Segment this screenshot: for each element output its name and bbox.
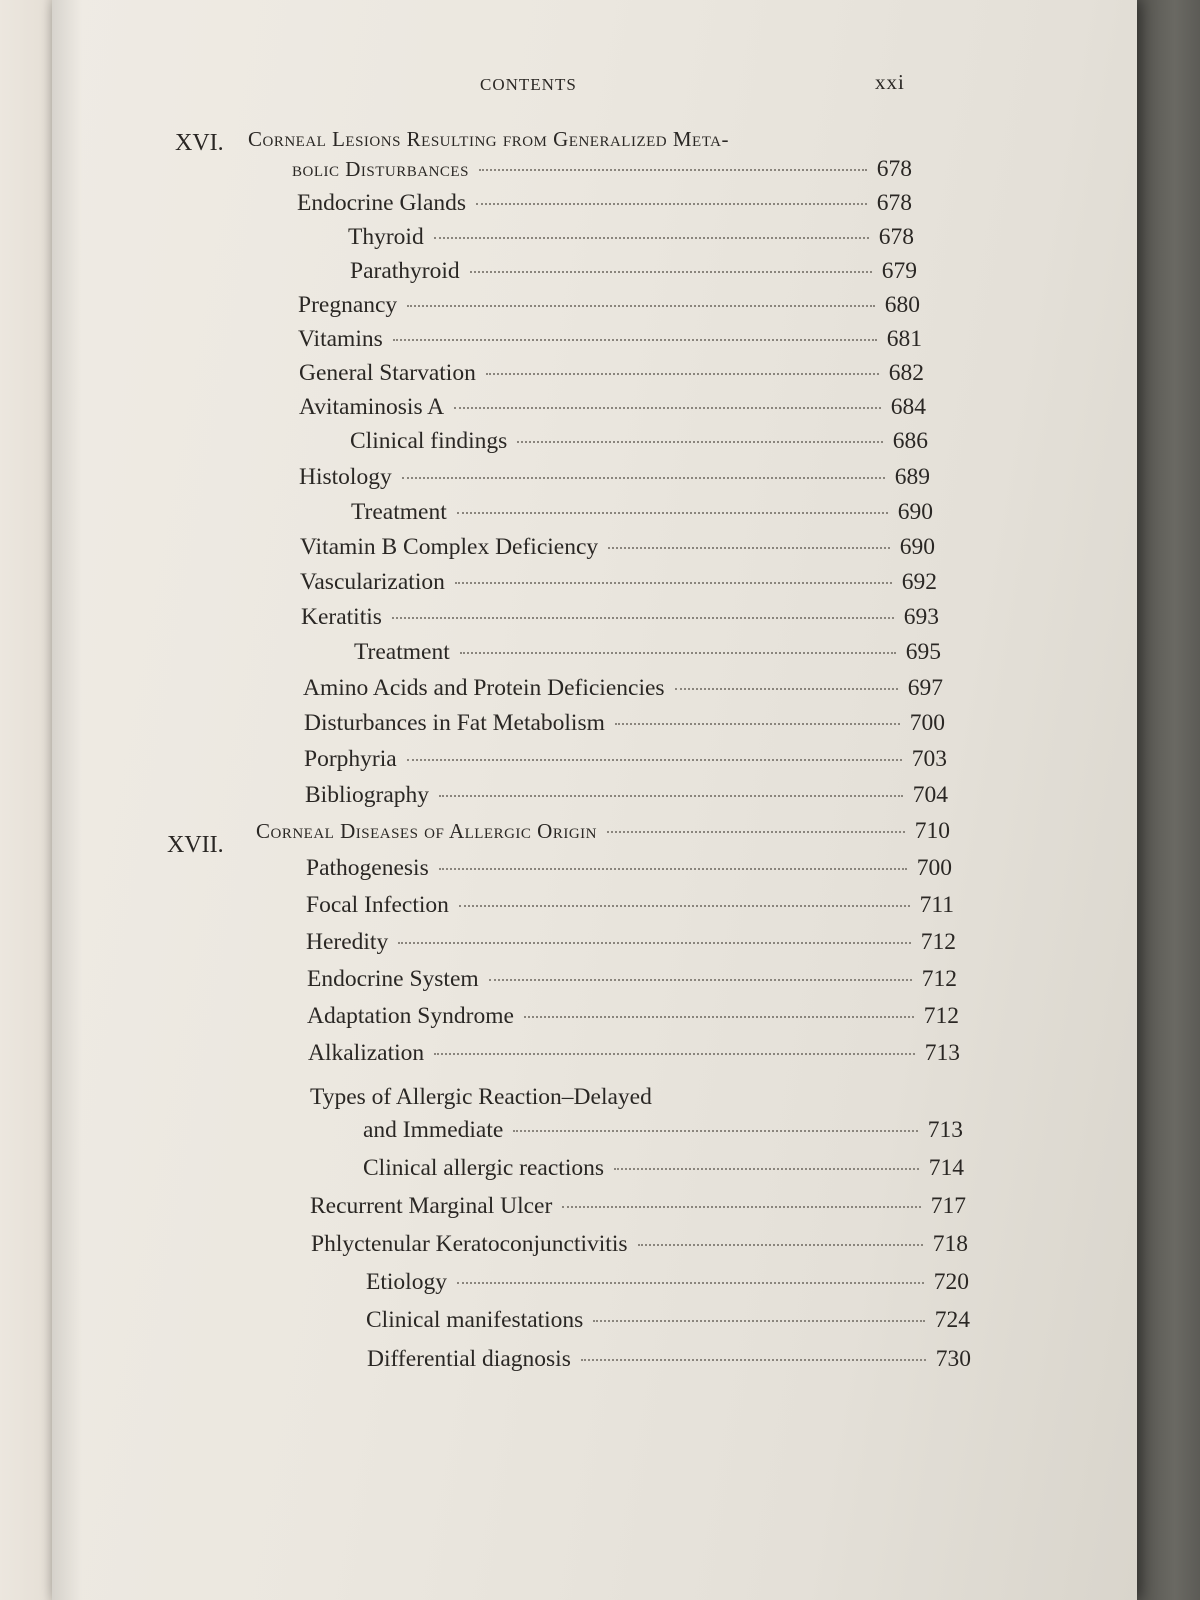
toc-entry[interactable]: Disturbances in Fat Metabolism 700 [304,710,945,736]
toc-entry[interactable]: Endocrine Glands 678 [297,190,912,216]
toc-entry[interactable]: Endocrine System 712 [307,966,957,992]
binding-shadow [52,0,82,1600]
toc-entry[interactable]: Differential diagnosis 730 [367,1346,971,1372]
toc-entry[interactable]: Heredity 712 [306,929,956,955]
toc-entry[interactable]: Vitamins 681 [298,326,922,352]
toc-entry[interactable]: Histology 689 [299,464,930,490]
toc-entry[interactable]: Clinical allergic reactions 714 [363,1155,964,1181]
toc-entry[interactable]: bolic Disturbances 678 [292,156,912,182]
toc-entry[interactable]: Recurrent Marginal Ulcer 717 [310,1193,966,1219]
chapter-numeral: XVI. [175,130,224,156]
toc-entry[interactable]: Clinical findings 686 [350,428,928,454]
toc-entry[interactable]: Phlyctenular Keratoconjunctivitis 718 [311,1231,968,1257]
toc-entry-continued[interactable]: Types of Allergic Reaction–Delayed [310,1084,652,1110]
toc-entry[interactable]: Treatment 690 [351,499,933,525]
toc-entry[interactable]: Bibliography 704 [305,782,948,808]
toc-entry[interactable]: Treatment 695 [354,639,941,665]
background-surface [1137,0,1200,1600]
toc-entry[interactable]: Vascularization 692 [300,569,937,595]
toc-entry[interactable]: Corneal Diseases of Allergic Origin 710 [256,818,950,844]
chapter-title: Corneal Lesions Resulting from Generalized Meta- [248,127,729,151]
chapter-numeral: XVII. [167,832,224,858]
toc-entry[interactable]: Etiology 720 [366,1269,969,1295]
toc-entry[interactable]: Adaptation Syndrome 712 [307,1003,959,1029]
toc-entry[interactable]: Keratitis 693 [301,604,939,630]
toc-entry[interactable]: Parathyroid 679 [350,258,917,284]
toc-entry[interactable]: General Starvation 682 [299,360,924,386]
toc-entry[interactable]: Vitamin B Complex Deficiency 690 [300,534,935,560]
toc-entry[interactable]: Focal Infection 711 [306,892,954,918]
toc-entry[interactable]: Amino Acids and Protein Deficiencies 697 [303,675,943,701]
toc-entry[interactable]: Alkalization 713 [308,1040,960,1066]
toc-entry[interactable]: Pathogenesis 700 [306,855,952,881]
toc-entry[interactable]: Thyroid 678 [348,224,914,250]
page-folio: xxi [875,70,905,94]
running-head: CONTENTS [480,75,577,94]
toc-entry[interactable]: Clinical manifestations 724 [366,1307,970,1333]
toc-entry[interactable]: Avitaminosis A 684 [299,394,926,420]
leader-dots [479,169,867,171]
toc-entry[interactable]: Porphyria 703 [304,746,947,772]
toc-entry[interactable]: and Immediate 713 [363,1117,963,1143]
toc-entry[interactable]: Pregnancy 680 [298,292,920,318]
